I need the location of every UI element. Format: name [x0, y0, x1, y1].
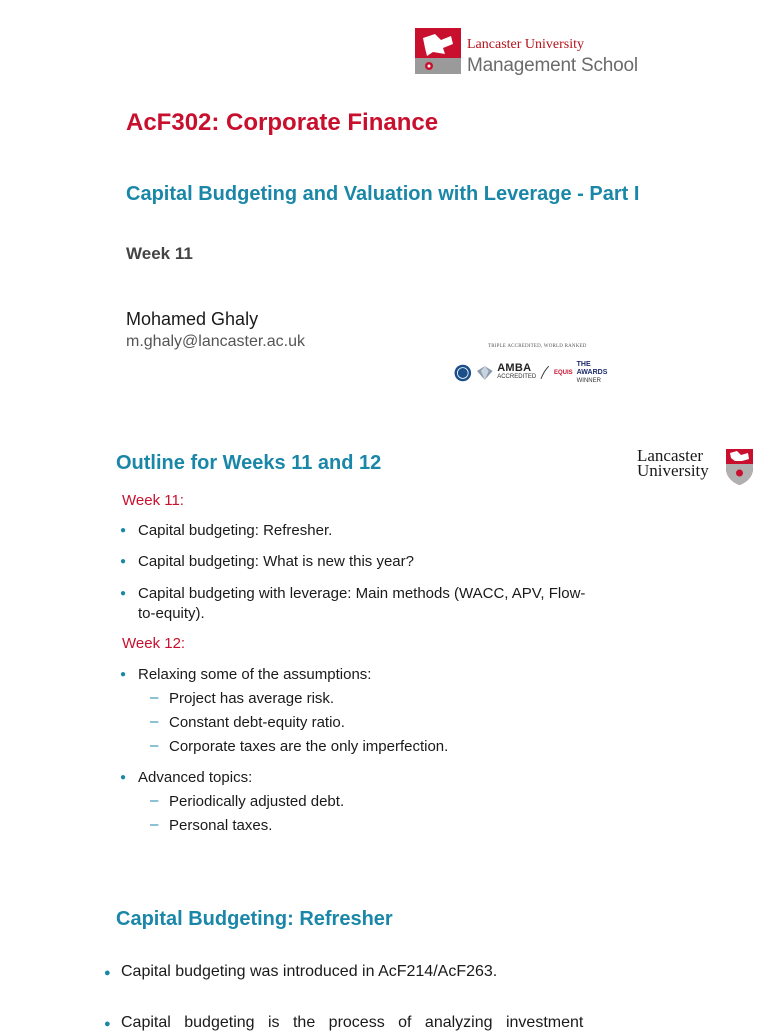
sub-bullet-dash-icon: – — [150, 816, 159, 833]
the-awards-badge — [577, 361, 622, 385]
author-name: Mohamed Ghaly — [126, 309, 259, 329]
list-item: Advanced topics: — [138, 769, 253, 786]
sub-bullet-dash-icon: – — [150, 792, 159, 809]
list-item: Capital budgeting: Refresher. — [138, 522, 333, 539]
week11-heading: Week 11: — [122, 492, 184, 509]
lecture-title: Capital Budgeting and Valuation with Leverage - Part I — [126, 183, 640, 205]
list-item: Relaxing some of the assumptions: — [138, 666, 372, 683]
bullet-dot-icon: ● — [120, 525, 127, 536]
amba-diamond-icon — [476, 365, 494, 381]
bullet-dot-icon: ● — [104, 1018, 111, 1030]
list-item-continuation: to-equity). — [138, 605, 205, 622]
bullet-dot-icon: ● — [120, 588, 127, 599]
bullet-dot-icon: ● — [120, 556, 127, 567]
accreditation-badges — [452, 344, 622, 388]
lancaster-crest-icon — [415, 28, 461, 74]
logo-school-name: Management School — [467, 55, 638, 76]
sub-list-item: Constant debt-equity ratio. — [169, 714, 345, 731]
equis-swoosh-icon — [540, 365, 550, 381]
bullet-dot-icon: ● — [120, 772, 127, 783]
week12-heading: Week 12: — [122, 635, 186, 652]
amba-label: AMBA — [497, 362, 532, 374]
bullet-dot-icon: ● — [120, 669, 127, 680]
list-item: Capital budgeting with leverage: Main methods (WACC, APV, Flow- — [138, 585, 586, 602]
sub-list-item: Periodically adjusted debt. — [169, 793, 345, 810]
lancaster-university-logo — [637, 447, 755, 489]
list-item: Capital budgeting was introduced in AcF214/AcF263. — [121, 963, 498, 980]
sub-list-item: Project has average risk. — [169, 690, 335, 707]
author-email[interactable]: m.ghaly@lancaster.ac.uk — [126, 333, 305, 350]
sub-list-item: Corporate taxes are the only imperfection. — [169, 738, 449, 755]
university-shield-icon — [725, 448, 754, 486]
accreditation-caption: TRIPLE ACCREDITED, WORLD RANKED — [488, 344, 587, 349]
sub-bullet-dash-icon: – — [150, 737, 159, 754]
refresher-title: Capital Budgeting: Refresher — [116, 908, 393, 930]
logo-word-lancaster: Lancaster — [637, 446, 704, 465]
bullet-dot-icon: ● — [104, 967, 111, 979]
sub-bullet-dash-icon: – — [150, 713, 159, 730]
equis-label: EQUIS — [553, 370, 573, 376]
sub-list-item: Personal taxes. — [169, 817, 273, 834]
list-item: Capital budgeting: What is new this year? — [138, 553, 414, 570]
aacsb-seal-icon — [454, 364, 472, 382]
the-awards-label: THE AWARDS — [576, 361, 608, 376]
lums-logo — [415, 28, 655, 78]
outline-title: Outline for Weeks 11 and 12 — [116, 452, 382, 474]
amba-badge — [497, 364, 536, 382]
list-item: Capital budgeting is the process of analyzing investment — [121, 1014, 584, 1031]
week-label: Week 11 — [126, 244, 193, 263]
the-awards-sub-label: WINNER — [576, 378, 601, 384]
course-title: AcF302: Corporate Finance — [126, 109, 439, 136]
amba-sub-label: ACCREDITED — [497, 374, 537, 380]
logo-word-university: University — [637, 461, 709, 480]
sub-bullet-dash-icon: – — [150, 689, 159, 706]
logo-university-name: Lancaster University — [467, 37, 585, 52]
